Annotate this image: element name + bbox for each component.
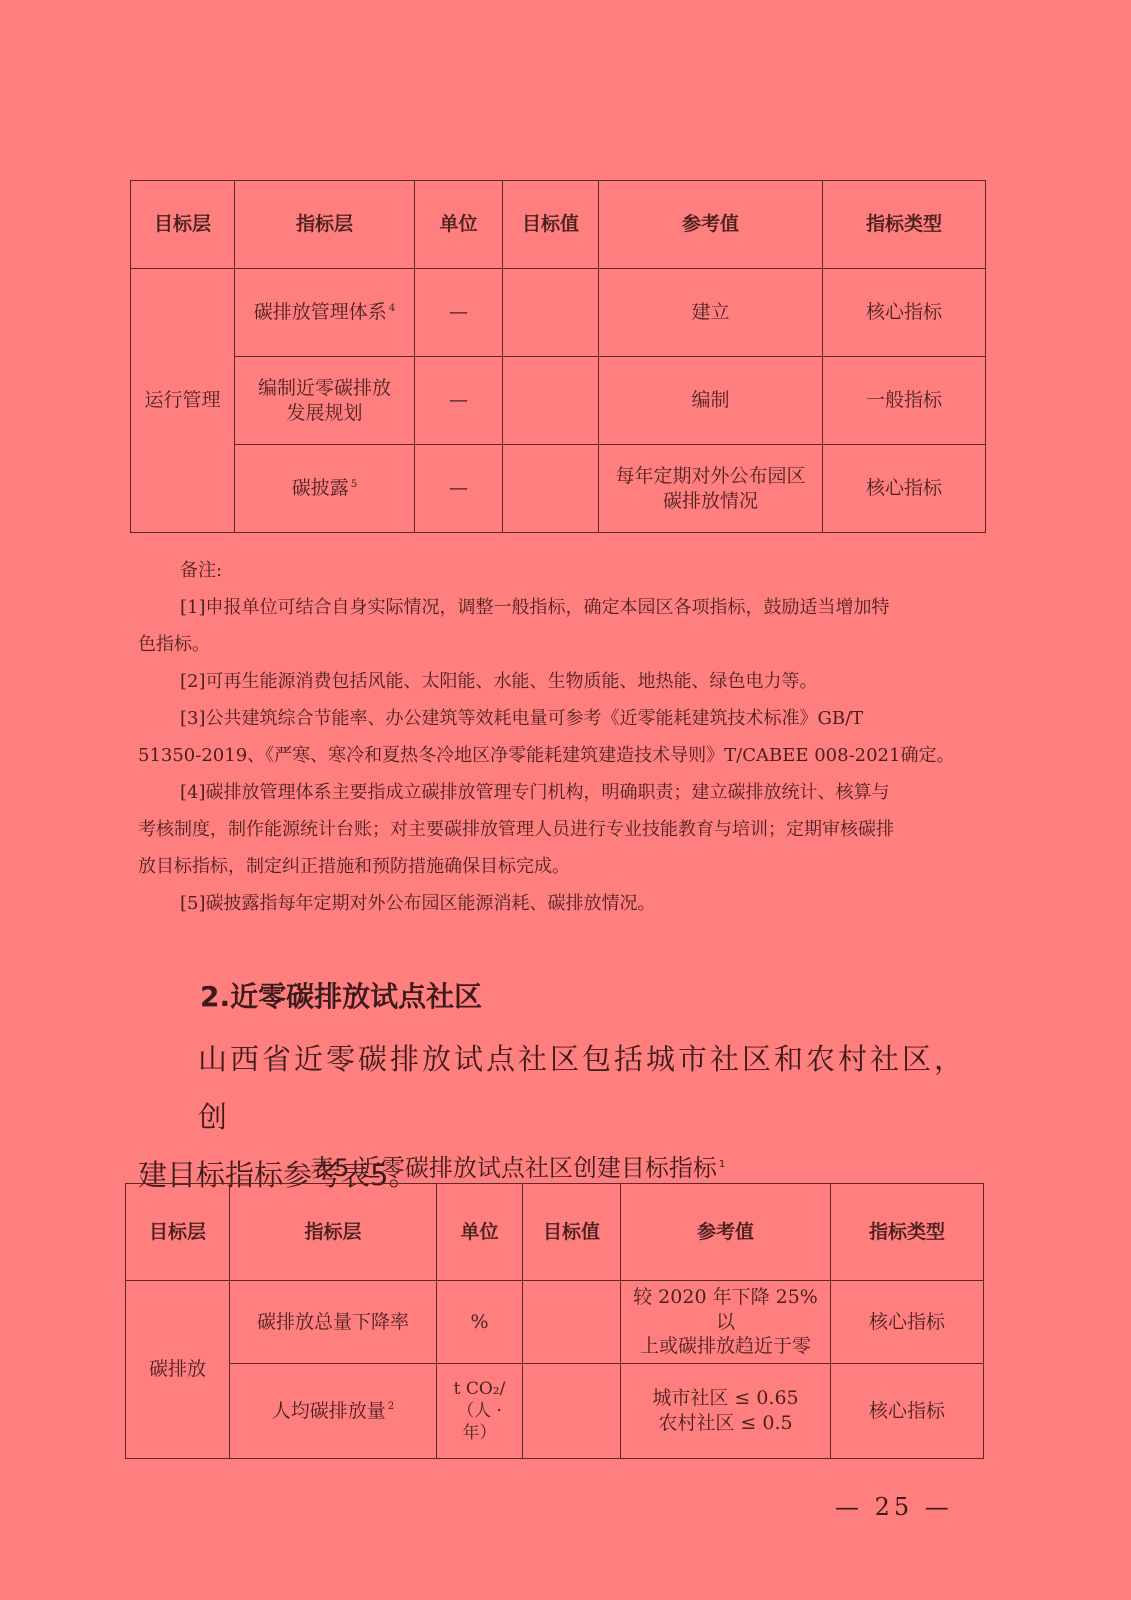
target-cell [523, 1364, 621, 1459]
unit-cell: — [415, 269, 503, 357]
target-cell [503, 445, 599, 533]
indicator-cell: 碳披露 $^5$ [235, 445, 415, 533]
note-line: 考核制度，制作能源统计台账；对主要碳排放管理人员进行专业技能教育与培训；定期审核碳排 [138, 819, 894, 840]
indicator-cell: 编制近零碳排放 发展规划 [235, 357, 415, 445]
indicator-cell: 碳排放管理体系 $^4$ [235, 269, 415, 357]
note-line: 放目标指标，制定纠正措施和预防措施确保目标完成。 [138, 856, 570, 877]
reference-cell: 编制 [599, 357, 823, 445]
note-line: [3]公共建筑综合节能率、办公建筑等效耗电量可参考《近零能耗建筑技术标准》GB/T [180, 708, 864, 729]
table-row [131, 357, 986, 445]
group-cell: 运行管理 [131, 269, 235, 533]
type-cell: 核心指标 [831, 1364, 984, 1459]
group-cell: 碳排放 [126, 1281, 230, 1459]
note-line: 色指标。 [138, 634, 210, 655]
reference-cell: 城市社区 ≤ 0.65 农村社区 ≤ 0.5 [621, 1364, 831, 1459]
header-indicator-type: 指标类型 [823, 181, 986, 269]
header-reference-value: 参考值 [621, 1184, 831, 1281]
header-unit: 单位 [437, 1184, 523, 1281]
unit-cell: % [437, 1281, 523, 1364]
note-line: [1]申报单位可结合自身实际情况，调整一般指标，确定本园区各项指标，鼓励适当增加特 [180, 597, 890, 618]
unit-cell: — [415, 445, 503, 533]
note-line: 51350-2019、《严寒、寒冷和夏热冬冷地区净零能耗建筑建造技术导则》T/CABEE 008-2021确定。 [138, 745, 955, 766]
note-line: [4]碳排放管理体系主要指成立碳排放管理专门机构，明确职责；建立碳排放统计、核算与 [180, 782, 890, 803]
reference-cell: 建立 [599, 269, 823, 357]
table-row [126, 1281, 984, 1364]
notes-title: 备注: [180, 560, 223, 581]
table-row [131, 269, 986, 357]
header-reference-value: 参考值 [599, 181, 823, 269]
unit-cell: — [415, 357, 503, 445]
header-indicator-layer: 指标层 [230, 1184, 437, 1281]
target-cell [503, 357, 599, 445]
header-target-layer: 目标层 [131, 181, 235, 269]
target-cell [503, 269, 599, 357]
page-number: — 25 — [835, 1493, 953, 1521]
type-cell: 核心指标 [831, 1281, 984, 1364]
indicator-cell: 碳排放总量下降率 [230, 1281, 437, 1364]
unit-cell: t CO₂/ （人 · 年） [437, 1364, 523, 1459]
table-row [126, 1364, 984, 1459]
section-paragraph: 山西省近零碳排放试点社区包括城市社区和农村社区，创 建目标指标参考表5。 [138, 1042, 967, 1192]
table-caption: 表5 近零碳排放试点社区创建目标指标 $^1$ [310, 1154, 726, 1182]
section-heading: 2.近零碳排放试点社区 [200, 980, 483, 1013]
type-cell: 一般指标 [823, 357, 986, 445]
type-cell: 核心指标 [823, 445, 986, 533]
header-target-layer: 目标层 [126, 1184, 230, 1281]
header-indicator-layer: 指标层 [235, 181, 415, 269]
indicator-cell: 人均碳排放量 $^2$ [230, 1364, 437, 1459]
indicator-table-operations [130, 180, 986, 533]
target-cell [523, 1281, 621, 1364]
table-row [131, 445, 986, 533]
reference-cell: 较 2020 年下降 25%以 上或碳排放趋近于零 [621, 1281, 831, 1364]
reference-cell: 每年定期对外公布园区 碳排放情况 [599, 445, 823, 533]
header-target-value: 目标值 [503, 181, 599, 269]
note-line: [5]碳披露指每年定期对外公布园区能源消耗、碳排放情况。 [180, 893, 656, 914]
header-indicator-type: 指标类型 [831, 1184, 984, 1281]
header-target-value: 目标值 [523, 1184, 621, 1281]
notes-block [138, 552, 980, 922]
header-unit: 单位 [415, 181, 503, 269]
indicator-table-community [125, 1183, 984, 1459]
type-cell: 核心指标 [823, 269, 986, 357]
note-line: [2]可再生能源消费包括风能、太阳能、水能、生物质能、地热能、绿色电力等。 [180, 671, 818, 692]
